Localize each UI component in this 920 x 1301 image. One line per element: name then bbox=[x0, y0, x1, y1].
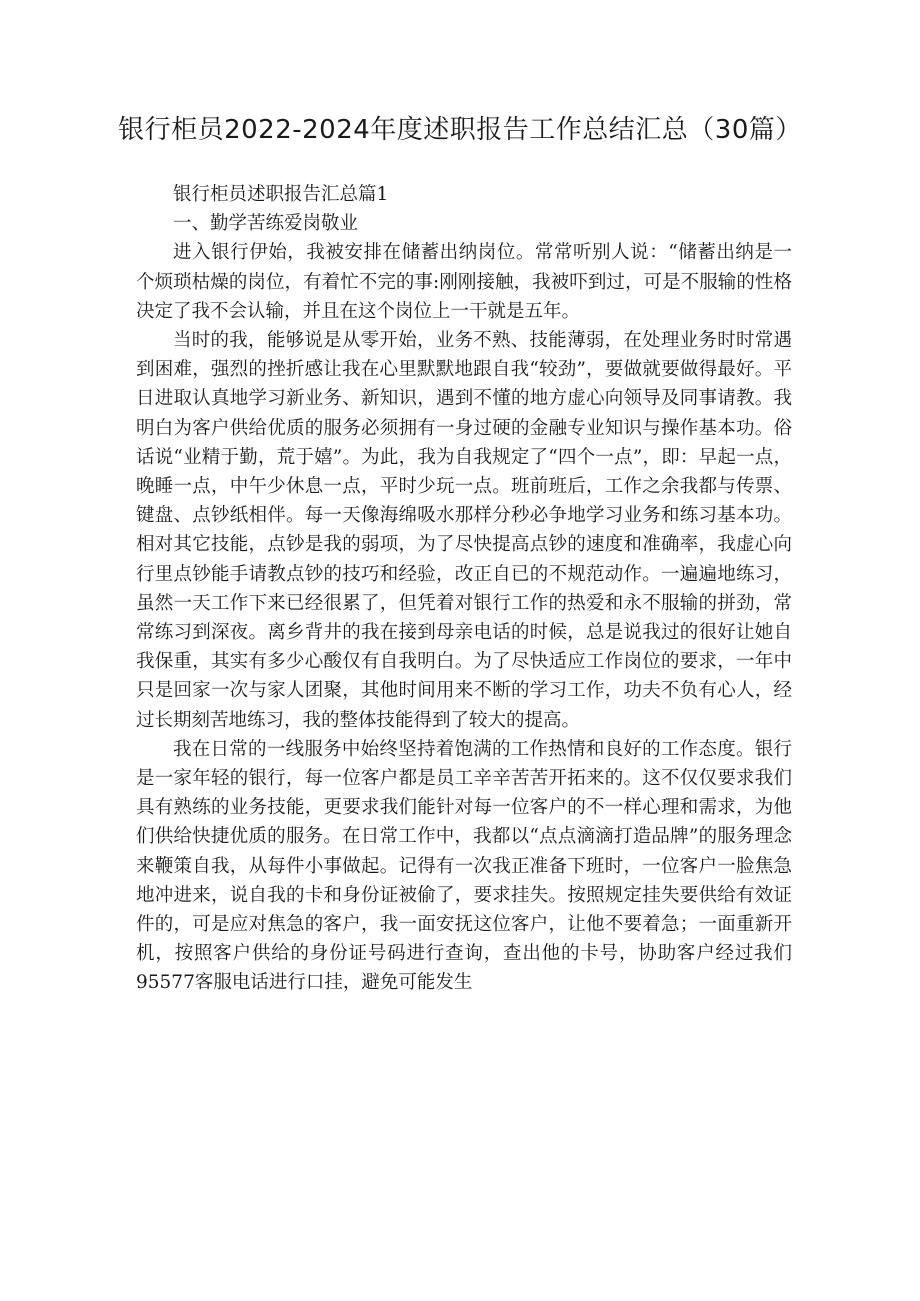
paragraph: 我在日常的一线服务中始终坚持着饱满的工作热情和良好的工作态度。银行是一家年轻的银行，每一位客户都是员工辛辛苦苦开拓来的。这不仅仅要求我们具有熟练的业务技能，更要求我们能针对每一位客户的不一样心理和需求，为他们供给快捷优质的服务。在日常工作中，我都以“点点滴滴打造品牌”的服务理念来鞭策自我，从每件小事做起。记得有一次我正准备下班时，一位客户一脸焦急地冲进来，说自我的卡和身份证被偷了，要求挂失。按照规定挂失要供给有效证件的，可是应对焦急的客户，我一面安抚这位客户，让他不要着急；一面重新开机，按照客户供给的身份证号码进行查询，查出他的卡号，协助客户经过我们95577客服电话进行口挂，避免可能发生 bbox=[136, 738, 792, 994]
document-title: 银行柜员2022-2024年度述职报告工作总结汇总（30篇） bbox=[118, 115, 802, 145]
subheading: 一、勤学苦练爱岗敬业 bbox=[173, 213, 359, 235]
paragraph: 进入银行伊始，我被安排在储蓄出纳岗位。常常听别人说：“储蓄出纳是一个烦琐枯燥的岗位，有着忙不完的事:刚刚接触，我被吓到过，可是不服输的性格决定了我不会认输，并且在这个岗位上一干就是五年。 bbox=[136, 242, 792, 322]
section-heading: 银行柜员述职报告汇总篇1 bbox=[173, 184, 389, 205]
document-body bbox=[136, 180, 792, 998]
paragraph: 当时的我，能够说是从零开始，业务不熟、技能薄弱，在处理业务时时常遇到困难，强烈的挫折感让我在心里默默地跟自我“较劲”，要做就要做得最好。平日进取认真地学习新业务、新知识，遇到不懂的地方虚心向领导及同事请教。我明白为客户供给优质的服务必须拥有一身过硬的金融专业知识与操作基本功。俗话说“业精于勤，荒于嬉”。为此，我为自我规定了“四个一点”，即：早起一点，晚睡一点，中午少休息一点，平时少玩一点。班前班后，工作之余我都与传票、键盘、点钞纸相伴。每一天像海绵吸水那样分秒必争地学习业务和练习基本功。相对其它技能，点钞是我的弱项，为了尽快提高点钞的速度和准确率，我虚心向行里点钞能手请教点钞的技巧和经验，改正自已的不规范动作。一遍遍地练习，虽然一天工作下来已经很累了，但凭着对银行工作的热爱和永不服输的拼劲，常常练习到深夜。离乡背井的我在接到母亲电话的时候，总是说我过的很好让她自我保重，其实有多少心酸仅有自我明白。为了尽快适应工作岗位的要求，一年中只是回家一次与家人团聚，其他时间用来不断的学习工作，功夫不负有心人，经过长期刻苦地练习，我的整体技能得到了较大的提高。 bbox=[136, 330, 792, 731]
